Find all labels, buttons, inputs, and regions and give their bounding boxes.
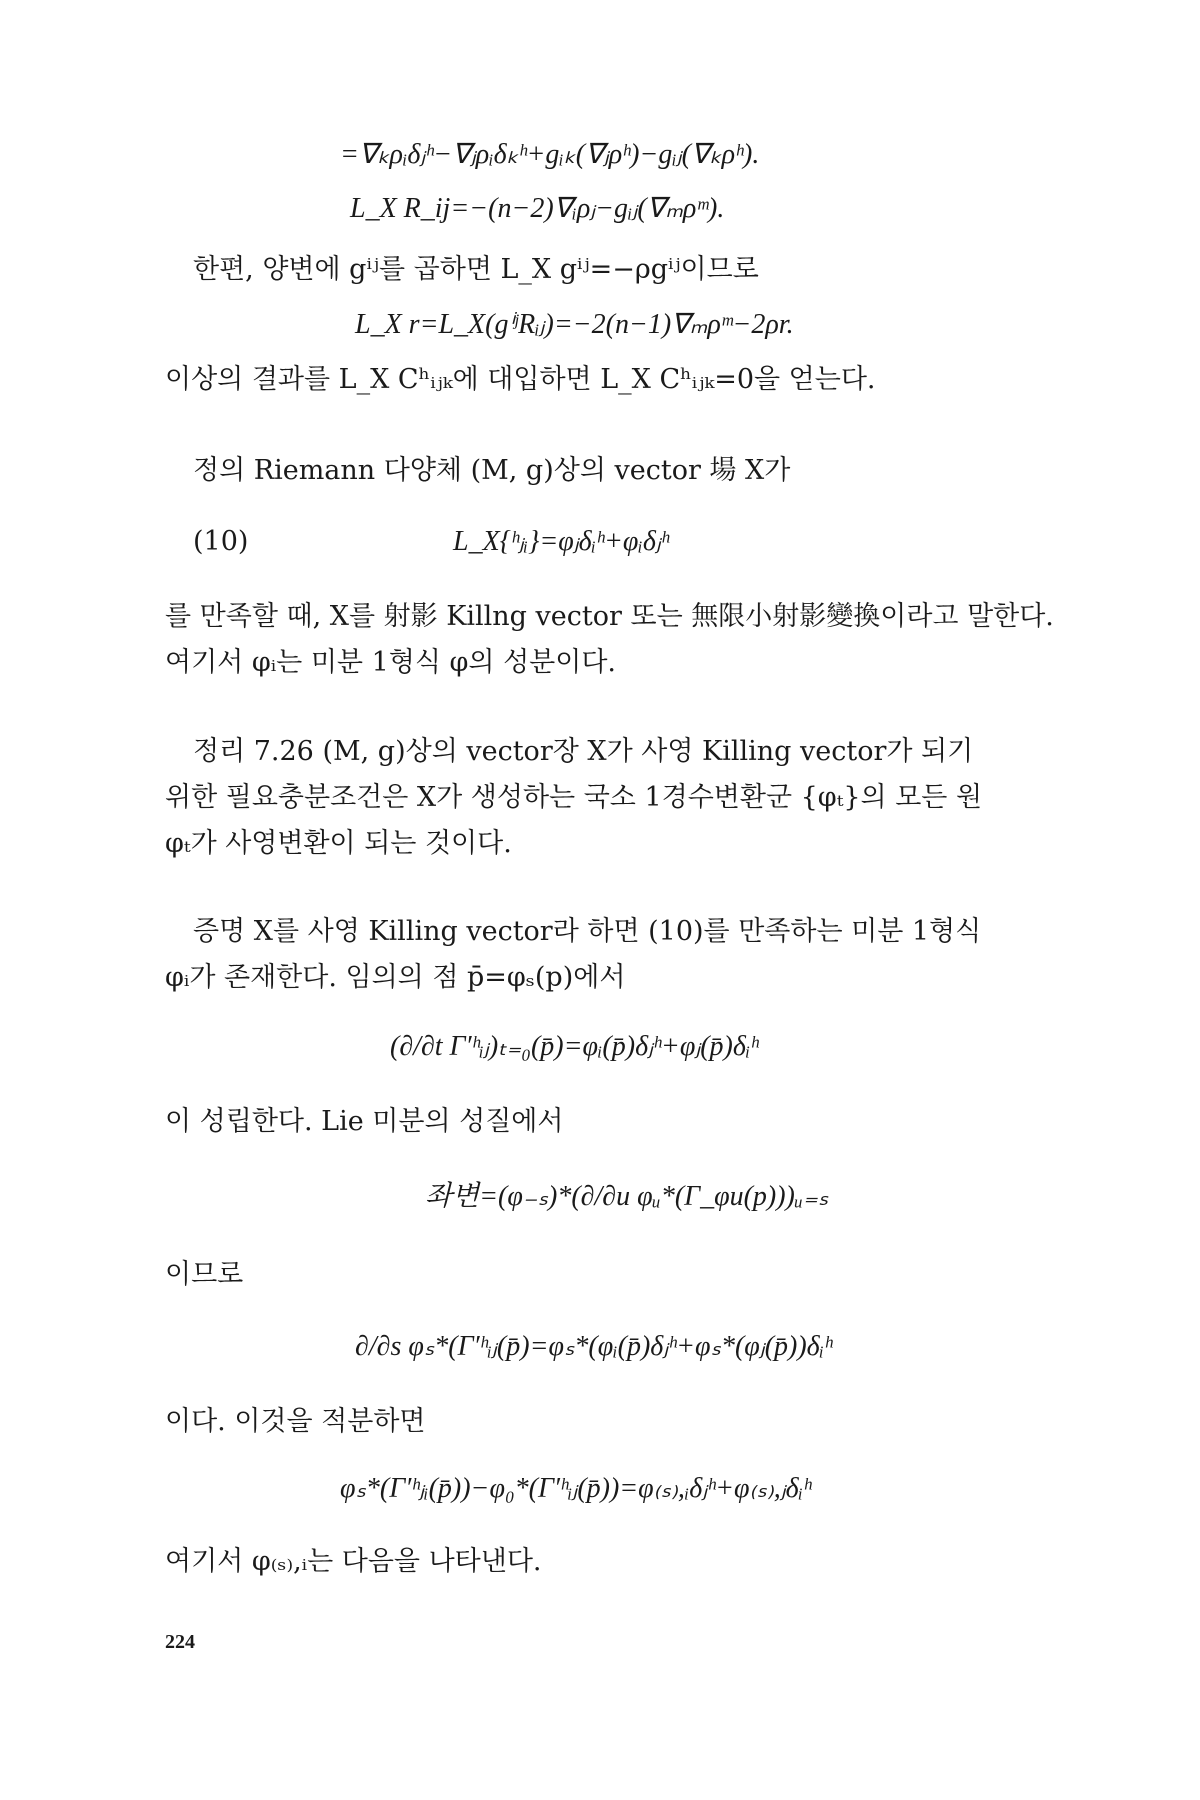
body-text-line: φₜ가 사영변환이 되는 것이다. xyxy=(165,828,512,859)
equation-line: L_X{ʰⱼᵢ}=φⱼδᵢʰ+φᵢδⱼʰ xyxy=(453,526,669,557)
equation-line: 좌변=(φ₋ₛ)*(∂/∂u φᵤ*(Γ_φu(p)))ᵤ₌ₛ xyxy=(425,1181,829,1212)
theorem-heading: 정리 7.26 (M, g)상의 vector장 X가 사영 Killing vector가 되기 xyxy=(193,736,974,767)
equation-line: ∂/∂s φₛ*(Γ′ʰᵢⱼ(p̄)=φₛ*(φᵢ(p̄)δⱼʰ+φₛ*(φⱼ(p̄))δᵢʰ xyxy=(355,1331,833,1362)
body-text-line: 이다. 이것을 적분하면 xyxy=(165,1406,426,1437)
equation-number: (10) xyxy=(193,526,249,557)
body-text-line: 를 만족할 때, X를 射影 Killng vector 또는 無限小射影變換이라고 말한다. xyxy=(165,601,1054,632)
equation-line: (∂/∂t Γ′ʰᵢⱼ)ₜ₌₀(p̄)=φᵢ(p̄)δⱼʰ+φⱼ(p̄)δᵢʰ xyxy=(390,1031,759,1062)
equation-line: L_X R_ij=−(n−2)∇ᵢρⱼ−gᵢⱼ(∇ₘρᵐ). xyxy=(350,193,725,224)
body-text-line: 여기서 φ₍ₛ₎,ᵢ는 다음을 나타낸다. xyxy=(165,1546,542,1577)
definition-heading: 정의 Riemann 다양체 (M, g)상의 vector 場 X가 xyxy=(193,455,791,486)
equation-line: L_X r=L_X(gⁱʲRᵢⱼ)=−2(n−1)∇ₘρᵐ−2ρr. xyxy=(355,309,794,340)
page-number: 224 xyxy=(165,1631,195,1653)
body-text-line: φᵢ가 존재한다. 임의의 점 p̄=φₛ(p)에서 xyxy=(165,962,626,993)
body-text-line: 이므로 xyxy=(165,1259,244,1290)
body-text-line: 위한 필요충분조건은 X가 생성하는 국소 1경수변환군 {φₜ}의 모든 원 xyxy=(165,782,983,813)
equation-line: =∇ₖρᵢδⱼʰ−∇ⱼρᵢδₖʰ+gᵢₖ(∇ⱼρʰ)−gᵢⱼ(∇ₖρʰ). xyxy=(340,139,760,170)
equation-line: φₛ*(Γ′ʰⱼᵢ(p̄))−φ₀*(Γ′ʰᵢⱼ(p̄))=φ₍ₛ₎,ᵢδⱼʰ+φ₍ₛ₎,ⱼδᵢʰ xyxy=(340,1473,812,1504)
body-text-line: 이상의 결과를 L_X Cʰᵢⱼₖ에 대입하면 L_X Cʰᵢⱼₖ=0을 얻는다. xyxy=(165,364,876,395)
proof-heading: 증명 X를 사영 Killing vector라 하면 (10)를 만족하는 미분 1형식 xyxy=(193,916,982,947)
body-text-line: 한편, 양변에 gⁱʲ를 곱하면 L_X gⁱʲ=−ρgⁱʲ이므로 xyxy=(193,254,759,285)
body-text-line: 여기서 φᵢ는 미분 1형식 φ의 성분이다. xyxy=(165,647,616,678)
body-text-line: 이 성립한다. Lie 미분의 성질에서 xyxy=(165,1106,564,1137)
